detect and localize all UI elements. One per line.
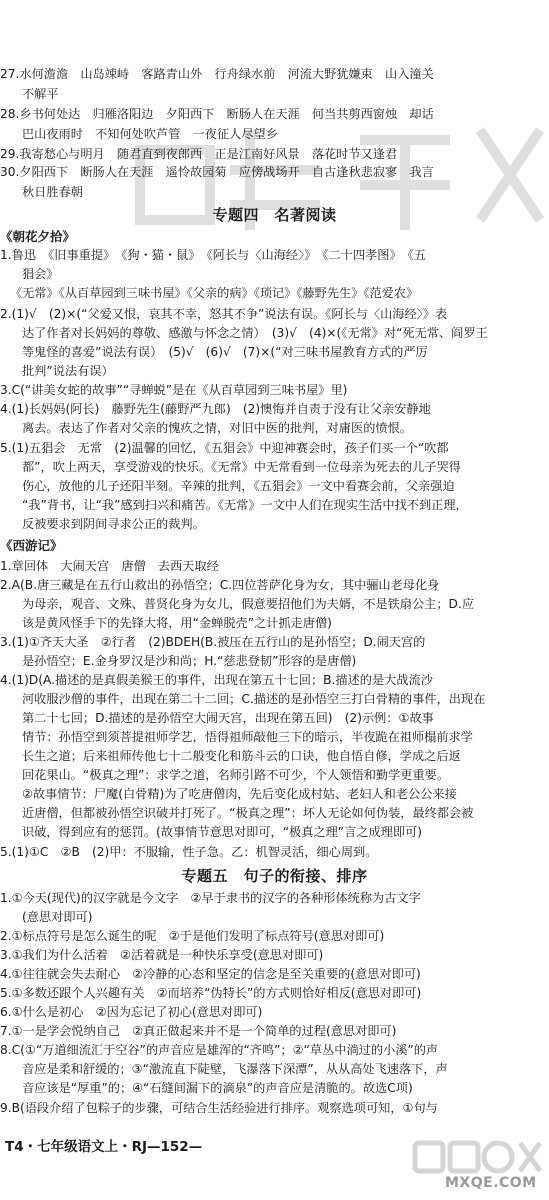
text-line: 反被要求到阴间寻求公正的裁判。 xyxy=(22,517,205,531)
text-line: 长生之道；后来祖师传他七十二般变化和筋斗云的口诀，他自悟自修，学成之后返 xyxy=(22,749,461,763)
text-line: 音应该是“厚重”的；④“石缝间漏下的滴泉”的声音应是清脆的。故选C项) xyxy=(22,1081,413,1095)
text-line: 不解平 xyxy=(22,87,59,101)
text-line: 3.C(“讲美女蛇的故事”“寻蝉蜕”是在《从百草园到三味书屋》里) xyxy=(0,383,348,397)
text-line: 为母亲，观音、文殊、普贤化身为女儿，假意要招他们为夫婿，不是铁扇公主；D.应 xyxy=(22,597,475,611)
text-line: 3.(1)①齐天大圣 ②行者 (2)BDEH(B.被压在五行山的是孙悟空；D.闹天宫的 xyxy=(0,635,426,649)
text-line: 近唐僧，但都被孙悟空识破并打死了。“极真之理”：坏人无论如何伪装，最终都会被 xyxy=(22,806,474,820)
subsection-title: 《朝花夕拾》 xyxy=(0,229,76,244)
text-line: 5.(1)五猖会 无常 (2)温馨的回忆，《五猖会》中迎神赛会时，孩子们买一个“吹都 xyxy=(0,441,449,455)
text-line: 30.夕阳西下 断肠人在天涯 遥怜故园菊 应傍战场开 自古逢秋悲寂寥 我言 xyxy=(0,165,434,179)
text-line: 1.章回体 大闹天宫 唐僧 去西天取经 xyxy=(0,559,219,573)
subsection-title: 《西游记》 xyxy=(0,538,63,553)
text-line: 巴山夜雨时 不知何处吹芦管 一夜征人尽望乡 xyxy=(22,127,278,141)
text-line: 离去。表达了作者对父亲的愧疚之情，对旧中医的批判，对庸医的愤恨。 xyxy=(22,421,412,435)
text-line: “我”背书，让“我”感到扫兴和痛苦。《无常》一文中人们在现实生活中找不到正理， xyxy=(22,498,468,512)
text-line: 识破，得到应有的惩罚。(故事情节意思对即可，“极真之理”言之成理即可) xyxy=(22,825,422,839)
text-line: 是孙悟空；E.金身罗汉是沙和尚；H.“慈悲登韧”形容的是唐僧) xyxy=(22,654,357,668)
text-line: 都”，吹上两天，享受游戏的快乐。《无常》中无常看到一位母亲为死去的儿子哭得 xyxy=(22,460,461,474)
watermark-site-label: MXQE.COM xyxy=(445,1175,537,1191)
text-line: 5.(1)①C ②B (2)甲：不服输，性子急。乙：机智灵活，细心周到。 xyxy=(0,845,378,859)
text-line: 伤心，放他的儿子还阳半刻。辛辣的批判，《五猖会》一文中看赛会前，父亲强迫 xyxy=(22,479,455,493)
text-line: 1.鲁迅 《旧事重提》 《狗・猫・鼠》 《阿长与〈山海经〉》 《二十四孝图》 《五 xyxy=(0,248,426,262)
text-line: 2.A(B.唐三藏是在五行山救出的孙悟空；C.四位菩萨化身为女，其中骊山老母化身 xyxy=(0,578,440,592)
text-line: (意思对即可) xyxy=(22,910,93,924)
text-line: 6.①什么是初心 ②因为忘记了初心(意思对即可) xyxy=(0,1005,263,1019)
text-line: 第二十七回；D.描述的是孙悟空大闹天宫，出现在第五回) (2)示例：①故事 xyxy=(22,711,434,725)
text-line: 该是黄风怪手下的先锋大将，用“金蝉脱壳”之计抓走唐僧) xyxy=(22,616,332,630)
text-line: 28.乡书何处达 归雁洛阳边 夕阳西下 断肠人在天涯 何当共剪西窗烛 却话 xyxy=(0,107,434,121)
section-title: 专题四 名著阅读 xyxy=(212,206,337,224)
text-line: 批判”说法有误） xyxy=(22,364,114,378)
text-line: 等鬼怪的喜爱”说法有误） (5)√ (6)√ (7)×(“对三味书屋教育方式的严厉 xyxy=(22,345,428,359)
text-line: 音应是柔和舒缓的；③“激流直下陡壁，飞瀑落下深潭”，从从高处飞速落下，声 xyxy=(22,1062,448,1076)
text-line: 3.①我们为什么活着 ②活着就是一种快乐享受(意思对即可) xyxy=(0,948,324,962)
text-line: 4.①往往就会失去耐心 ②冷静的心态和坚定的信念是至关重要的(意思对即可) xyxy=(0,967,421,981)
text-line: 7.①一是学会悦纳自己 ②真正做起来并不是一个简单的过程(意思对即可) xyxy=(0,1024,397,1038)
text-line: 4.(1)长妈妈(阿长) 藤野先生(藤野严九郎) (2)懊悔并自责于没有让父亲安静地 xyxy=(0,402,431,416)
text-line: 情节：孙悟空到须菩提祖师学艺，悟得祖师敲他三下的暗示，半夜跪在祖师榻前求学 xyxy=(22,730,473,744)
text-line: 2.①标点符号是怎么诞生的呢 ②于是他们发明了标点符号(意思对即可) xyxy=(0,929,385,943)
text-line: 1.①今天(现代)的汉字就是今文字 ②早于隶书的汉字的各种形体统称为古文字 xyxy=(0,891,421,905)
section-title: 专题五 句子的衔接、排序 xyxy=(181,867,368,885)
text-line: ②故事情节：尸魔(白骨精)为了吃唐僧肉，先后变化成村姑、老妇人和老公公来接 xyxy=(22,787,457,801)
text-line: 秋日胜春朝 xyxy=(22,185,83,199)
text-line: 29.我寄愁心与明月 随君直到夜郎西 正是江南好风景 落花时节又逢君 xyxy=(0,147,398,161)
text-line: 2.(1)√ (2)×(“父爱又恨，哀其不幸，怒其不争”说法有误。《阿长与〈山海经〉》表 xyxy=(0,307,448,321)
text-line: 猖会》 xyxy=(22,267,59,281)
text-line: 《无常》《从百草园到三味书屋》《父亲的病》《琐记》《藤野先生》《范爱农》 xyxy=(10,286,419,300)
text-line: 27.水何澹澹 山岛竦峙 客路青山外 行舟绿水前 河流大野犹嫌束 山入潼关 xyxy=(0,67,434,81)
text-line: 5.①多数还跟个人兴趣有关 ②而培养“伪特长”的方式则恰好相反(意思对即可) xyxy=(0,986,422,1000)
text-line: 8.C(①“万道细流汇于空谷”的声音应是雄浑的“齐鸣”；②“草丛中淌过的小溪”的声 xyxy=(0,1043,439,1057)
text-line: 河收服沙僧的事件，出现在第二十二回；C.描述的是孙悟空三打白骨精的事件，出现在 xyxy=(22,692,486,706)
page-footer: T4・七年级语文上・RJ—152— xyxy=(5,1139,203,1155)
text-line: 回花果山。“极真之理”：求学之道，名师引路不可少，个人领悟和勤学更重要。 xyxy=(22,768,450,782)
text-line: 达了作者对长妈妈的尊敬、感激与怀念之情） (3)√ (4)×(《无常》对“死无常、阎罗王 xyxy=(22,326,488,340)
text-line: 9.B(语段介绍了包粽子的步骤，可结合生活经验进行排序。观察选项可知，①句与 xyxy=(0,1101,438,1115)
text-line: 4.(1)D(A.描述的是真假美猴王的事件，出现在第五十七回；B.描述的是大战流沙 xyxy=(0,673,433,687)
